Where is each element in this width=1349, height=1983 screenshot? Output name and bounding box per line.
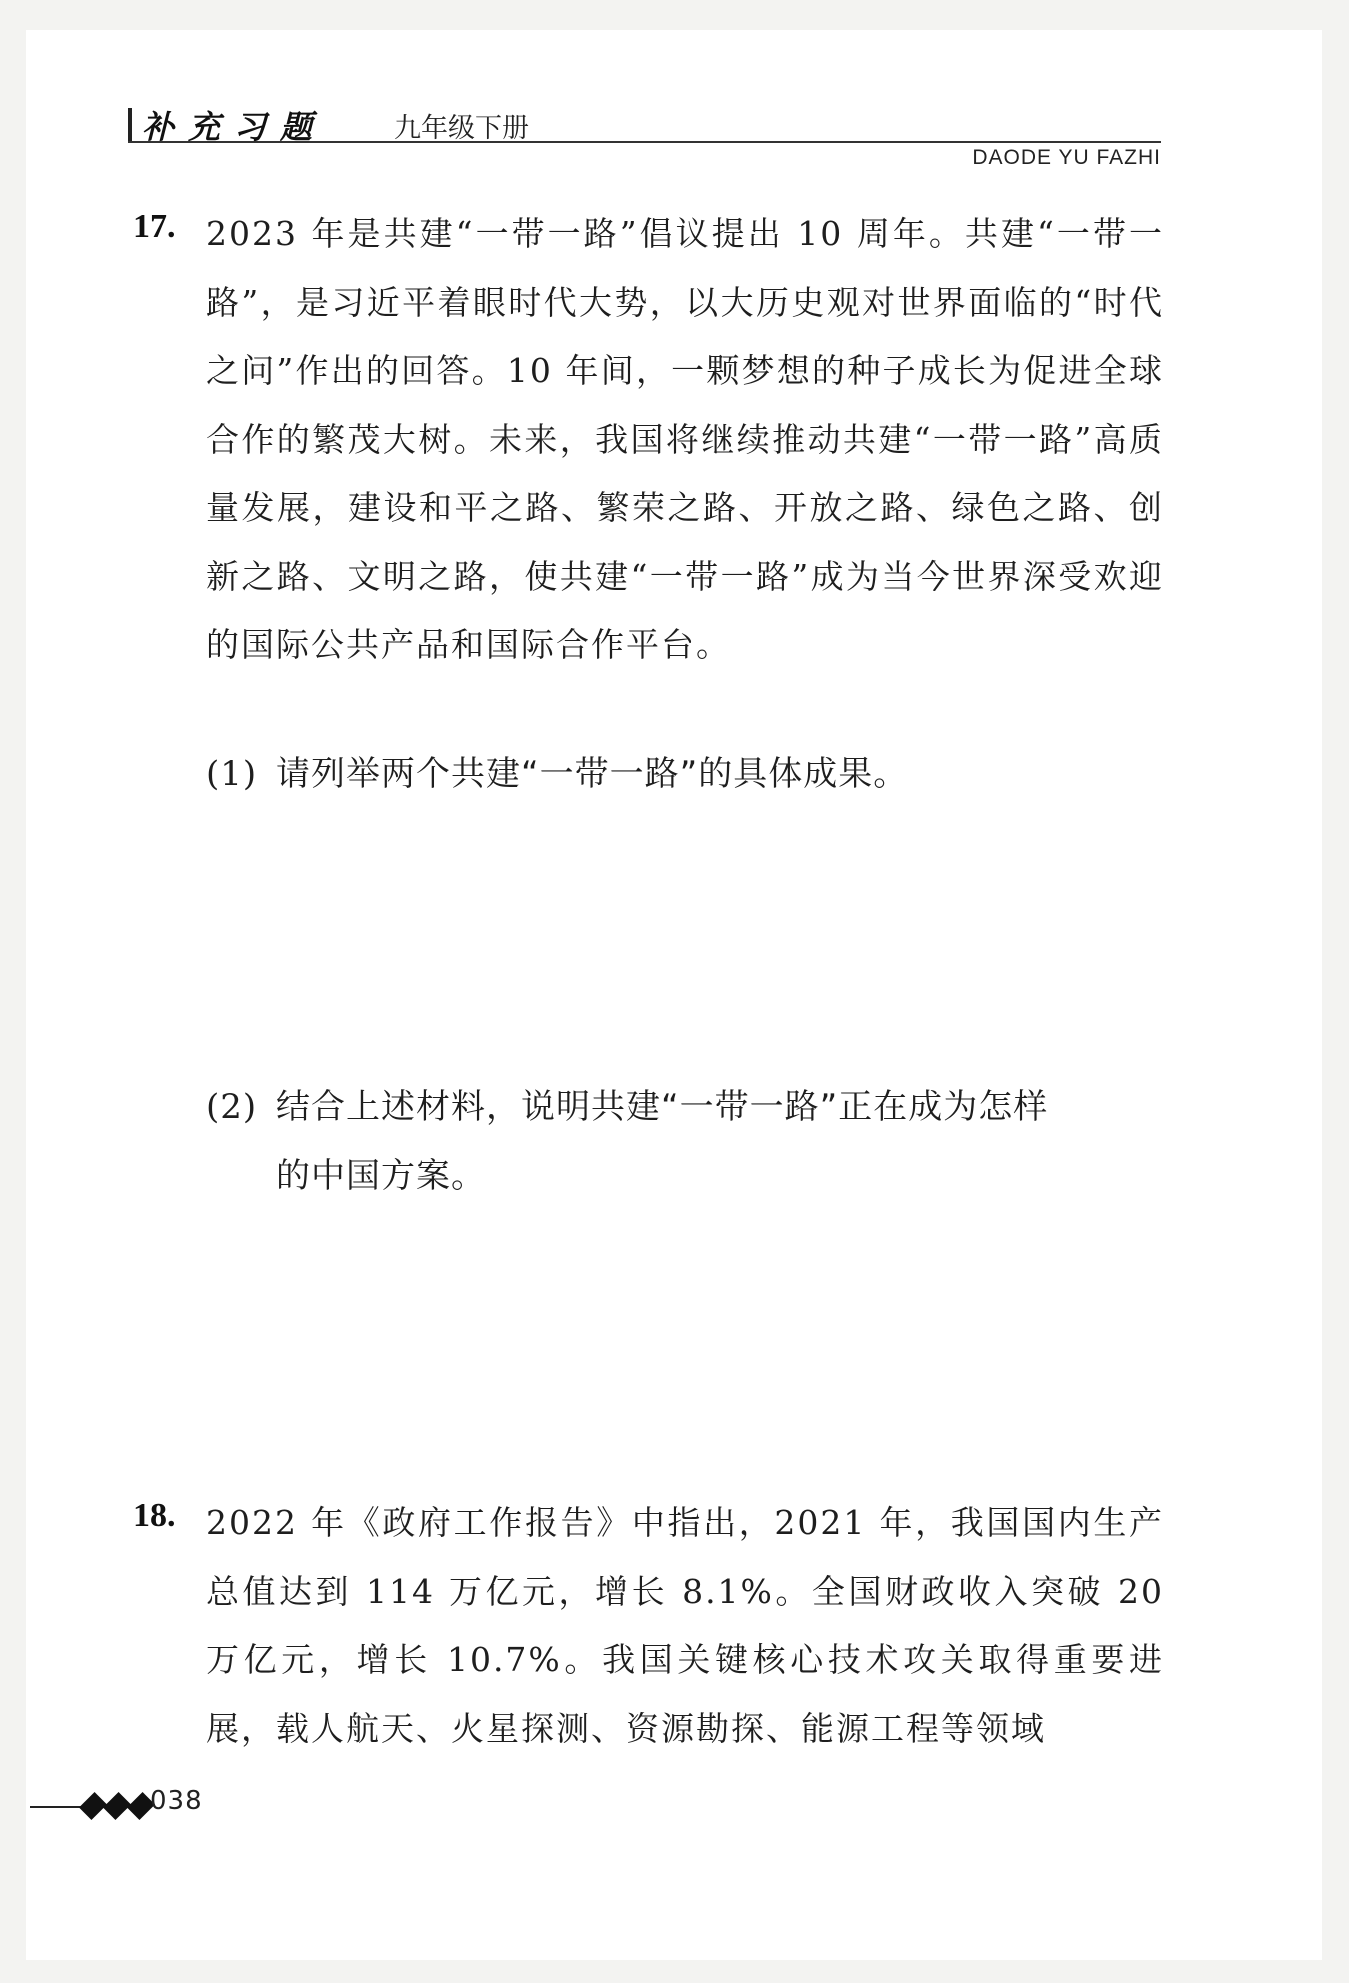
question-17-material: 2023 年是共建“一带一路”倡议提出 10 周年。共建“一带一路”，是习近平着眼时代大势，以大历史观对世界面临的“时代之问”作出的回答。10 年间，一颗梦想的种子成长为促进全球合作的繁茂大树。未来，我国将继续推动共建“一带一路”高质量发展，建设和平之路、繁荣之路、开放之路、绿色之路、创新之路、文明之路，使共建“一带一路”成为当今世界深受欢迎的国际公共产品和国际合作平台。 xyxy=(206,214,1164,664)
part-2-text-line2: 的中国方案。 xyxy=(276,1155,486,1196)
part-2-text-line1: 结合上述材料，说明共建“一带一路”正在成为怎样 xyxy=(276,1087,1049,1127)
subject-label: DAODE YU FAZHI xyxy=(972,146,1161,169)
grade-label: 九年级下册 xyxy=(394,113,529,144)
book-title-logo: 补充习题 xyxy=(142,108,327,146)
part-2-label: (2) xyxy=(206,1087,258,1127)
question-17-number: 17. xyxy=(133,208,176,245)
question-18-number: 18. xyxy=(133,1497,176,1534)
question-17-part-2 xyxy=(206,1073,1164,1210)
page-header xyxy=(128,100,1161,144)
page-number: 038 xyxy=(150,1786,203,1816)
part-1-text: 请列举两个共建“一带一路”的具体成果。 xyxy=(276,754,909,794)
header-vertical-rule xyxy=(128,108,132,142)
part-1-label: (1) xyxy=(206,754,258,794)
question-18-material: 2022 年《政府工作报告》中指出，2021 年，我国国内生产总值达到 114 万亿元，增长 8.1%。全国财政收入突破 20 万亿元，增长 10.7%。我国关键核心技术攻关取得重要进展，载人航天、火星探测、资源勘探、能源工程等领域 xyxy=(206,1503,1164,1748)
question-17-part-1 xyxy=(206,740,1164,809)
